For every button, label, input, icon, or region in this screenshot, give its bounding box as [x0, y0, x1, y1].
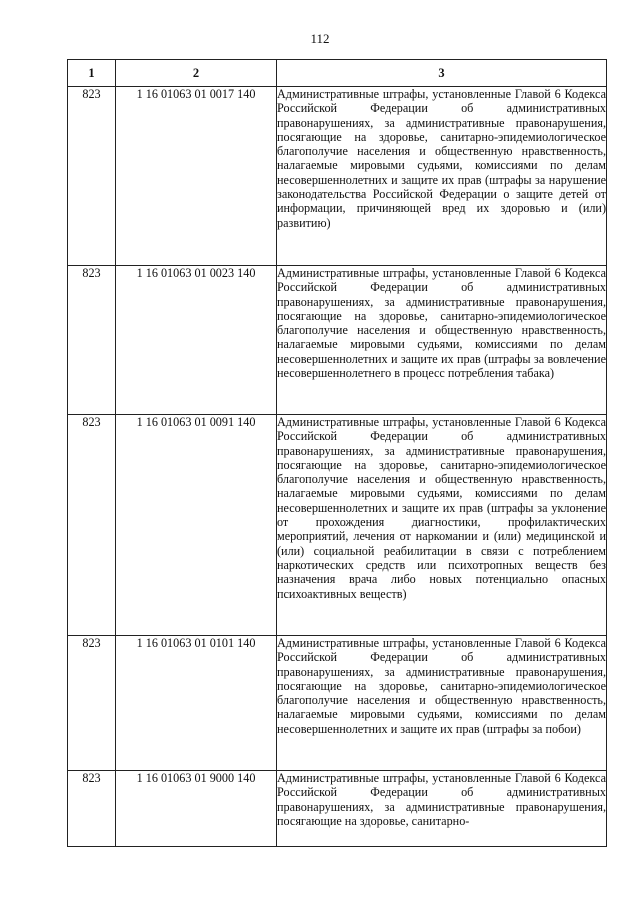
kbk-code-cell: 1 16 01063 01 0101 140 [116, 636, 277, 771]
table-header-row [68, 60, 607, 87]
kbk-code-cell: 1 16 01063 01 9000 140 [116, 771, 277, 847]
admin-code-cell: 823 [68, 87, 116, 266]
description-cell: Административные штрафы, установленные Главой 6 Кодекса Российской Федерации об административных правонарушениях, за административные правонарушения, посягающие на здоровье, санитарно-эпидемиологическое благополучие населения и общественную нравственность, налагаемые мировыми судьями, комиссиями по делам несовершеннолетних и защите их прав (штрафы за вовлечение несовершеннолетнего в процесс потребления табака) [277, 266, 607, 415]
header-col-3: 3 [277, 60, 607, 87]
page-number: 112 [310, 31, 330, 46]
admin-code-cell: 823 [68, 415, 116, 636]
kbk-code-cell: 1 16 01063 01 0091 140 [116, 415, 277, 636]
description-cell: Административные штрафы, установленные Главой 6 Кодекса Российской Федерации об административных правонарушениях, за административные правонарушения, посягающие на здоровье, санитарно-эпидемиологическое благополучие населения и общественную нравственность, налагаемые мировыми судьями, комиссиями по делам несовершеннолетних и защите их прав (штрафы за побои) [277, 636, 607, 771]
table-row [68, 771, 607, 847]
table-row [68, 87, 607, 266]
description-cell: Административные штрафы, установленные Главой 6 Кодекса Российской Федерации об административных правонарушениях, за административные правонарушения, посягающие на здоровье, санитарно-эпидемиологическое благополучие населения и общественную нравственность, налагаемые мировыми судьями, комиссиями по делам несовершеннолетних и защите их прав (штрафы за уклонение от прохождения диагностики, профилактических мероприятий, лечения от наркомании и (или) медицинской и (или) социальной реабилитации в связи с потреблением наркотических средств или психотропных веществ без назначения врача либо новых потенциально опасных психоактивных веществ) [277, 415, 607, 636]
kbk-code-cell: 1 16 01063 01 0017 140 [116, 87, 277, 266]
admin-code-cell: 823 [68, 266, 116, 415]
codes-table [67, 59, 607, 847]
table-row [68, 636, 607, 771]
table-row [68, 415, 607, 636]
kbk-code-cell: 1 16 01063 01 0023 140 [116, 266, 277, 415]
table-row [68, 266, 607, 415]
description-cell: Административные штрафы, установленные Главой 6 Кодекса Российской Федерации об административных правонарушениях, за административные правонарушения, посягающие на здоровье, санитарно-эпидемиологическое благополучие населения и общественную нравственность, налагаемые мировыми судьями, комиссиями по делам несовершеннолетних и защите их прав (штрафы за нарушение законодательства Российской Федерации о защите детей от информации, причиняющей вред их здоровью и (или) развитию) [277, 87, 607, 266]
header-col-1: 1 [68, 60, 116, 87]
header-col-2: 2 [116, 60, 277, 87]
admin-code-cell: 823 [68, 771, 116, 847]
description-cell: Административные штрафы, установленные Главой 6 Кодекса Российской Федерации об административных правонарушениях, за административные правонарушения, посягающие на здоровье, санитарно- [277, 771, 607, 847]
admin-code-cell: 823 [68, 636, 116, 771]
